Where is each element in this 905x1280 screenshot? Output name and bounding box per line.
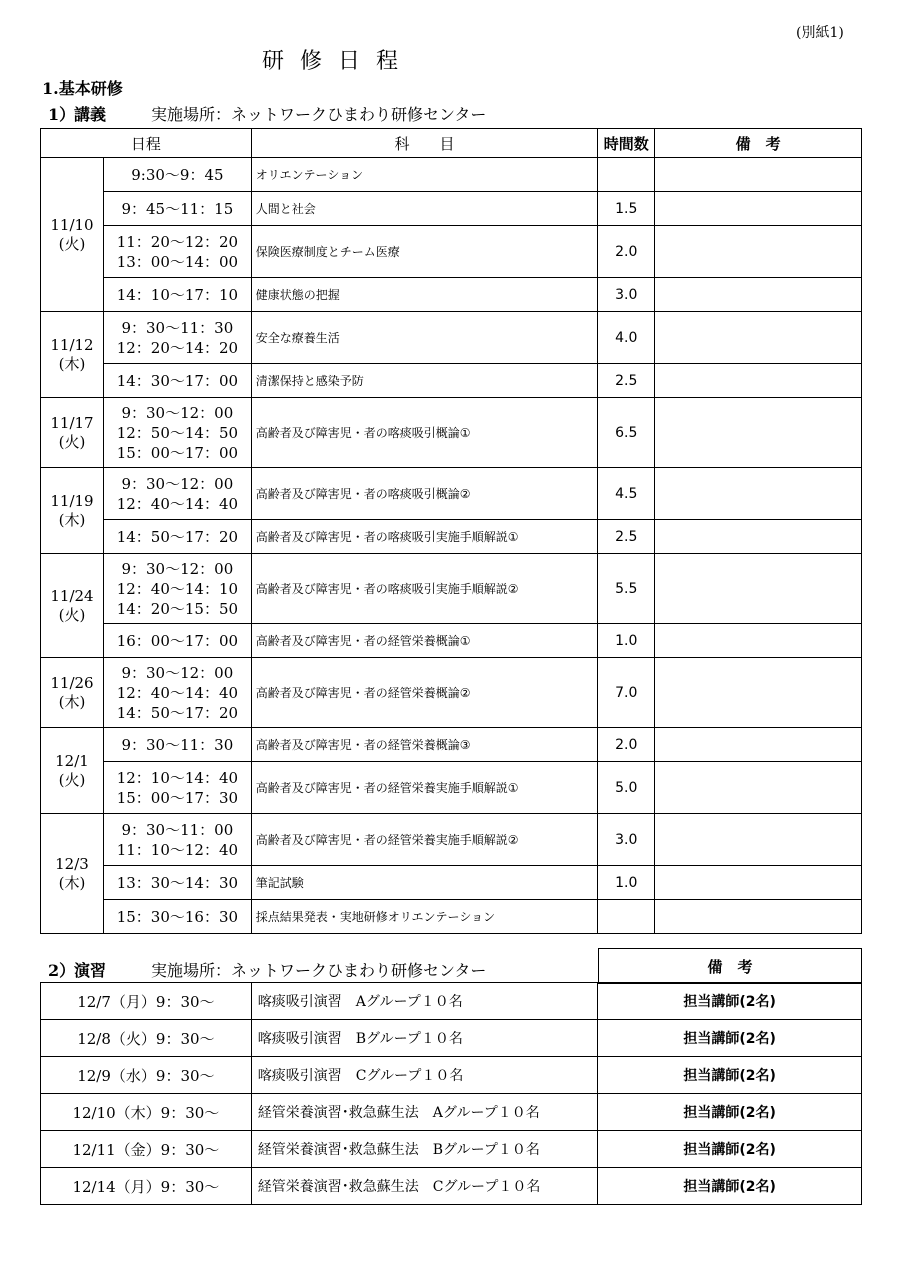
table-row — [41, 312, 862, 364]
day-date: 11/26 — [50, 673, 94, 692]
lecture-heading: 講義 — [74, 105, 107, 124]
day-cell — [41, 554, 104, 658]
exercise-date-cell: 12/11（金）9：30〜 — [41, 1131, 252, 1168]
time-range: 12：50〜14：50 — [116, 423, 239, 442]
time-range: 9：30〜12：00 — [121, 474, 234, 493]
hours-cell — [598, 158, 655, 192]
subject-cell: 人間と社会 — [251, 192, 598, 226]
time-range: 9：30〜11：00 — [121, 820, 234, 839]
lecture-table-header — [41, 129, 862, 158]
col-header-subject: 科 目 — [251, 129, 598, 158]
remarks-cell — [655, 312, 862, 364]
hours-cell: 2.5 — [598, 364, 655, 398]
day-cell — [41, 158, 104, 312]
time-cell — [103, 624, 251, 658]
time-range: 15：00〜17：00 — [116, 443, 239, 462]
table-row — [41, 554, 862, 624]
table-row — [41, 900, 862, 934]
remarks-cell — [655, 158, 862, 192]
day-weekday: (木) — [58, 873, 86, 892]
subject-cell: 高齢者及び障害児・者の経管栄養概論① — [251, 624, 598, 658]
time-range: 11：10〜12：40 — [116, 840, 239, 859]
remarks-cell — [655, 192, 862, 226]
time-range: 11：20〜12：20 — [116, 232, 239, 251]
subject-cell: 高齢者及び障害児・者の喀痰吸引実施手順解説② — [251, 554, 598, 624]
remarks-cell — [655, 762, 862, 814]
table-row — [41, 658, 862, 728]
remarks-cell — [655, 658, 862, 728]
day-cell — [41, 468, 104, 554]
time-cell — [103, 226, 251, 278]
table-row — [41, 158, 862, 192]
exercise-subject-cell: 経管栄養演習･救急蘇生法 Cグループ１０名 — [251, 1168, 598, 1205]
subject-cell: 清潔保持と感染予防 — [251, 364, 598, 398]
table-row — [41, 624, 862, 658]
day-weekday: (木) — [58, 692, 86, 711]
table-row — [41, 398, 862, 468]
col-header-remarks: 備 考 — [655, 129, 862, 158]
subject-cell: 高齢者及び障害児・者の喀痰吸引概論② — [251, 468, 598, 520]
table-row — [41, 468, 862, 520]
hours-cell — [598, 900, 655, 934]
exercise-heading: 演習 — [74, 961, 107, 980]
lecture-number: 1） — [48, 105, 76, 124]
remarks-cell — [655, 814, 862, 866]
exercise-subject-cell: 喀痰吸引演習 Cグループ１０名 — [251, 1057, 598, 1094]
lecture-schedule-table — [40, 128, 862, 934]
day-cell — [41, 728, 104, 814]
remarks-cell — [655, 398, 862, 468]
day-date: 12/3 — [55, 854, 89, 873]
remarks-cell — [655, 624, 862, 658]
exercise-remarks-cell: 担当講師(2名) — [598, 1131, 862, 1168]
subject-cell: 筆記試験 — [251, 866, 598, 900]
table-row — [41, 278, 862, 312]
table-row — [41, 1057, 862, 1094]
day-cell — [41, 658, 104, 728]
day-weekday: (木) — [58, 510, 86, 529]
exercise-remarks-cell: 担当講師(2名) — [598, 1094, 862, 1131]
hours-cell: 5.0 — [598, 762, 655, 814]
time-range: 9：30〜11：30 — [121, 318, 234, 337]
page-title: 研修日程 — [262, 49, 415, 74]
remarks-cell — [655, 520, 862, 554]
hours-cell: 1.5 — [598, 192, 655, 226]
lecture-venue: 実施場所：ネットワークひまわり研修センター — [151, 105, 487, 124]
day-date: 11/12 — [50, 335, 94, 354]
subject-cell: 高齢者及び障害児・者の経管栄養実施手順解説② — [251, 814, 598, 866]
day-date: 12/1 — [55, 751, 89, 770]
exercise-subject-cell: 喀痰吸引演習 Bグループ１０名 — [251, 1020, 598, 1057]
time-cell — [103, 398, 251, 468]
hours-cell: 1.0 — [598, 624, 655, 658]
time-cell — [103, 866, 251, 900]
subject-cell: 採点結果発表・実地研修オリエンテーション — [251, 900, 598, 934]
subject-cell: 高齢者及び障害児・者の経管栄養概論② — [251, 658, 598, 728]
day-date: 11/17 — [50, 413, 94, 432]
day-date: 11/19 — [50, 491, 94, 510]
time-cell — [103, 192, 251, 226]
hours-cell: 3.0 — [598, 814, 655, 866]
hours-cell: 2.5 — [598, 520, 655, 554]
time-range: 16：00〜17：00 — [116, 631, 239, 650]
remarks-cell — [655, 364, 862, 398]
remarks-cell — [655, 468, 862, 520]
annex-label: (別紙1) — [796, 25, 844, 41]
table-row — [41, 1131, 862, 1168]
subject-cell: 高齢者及び障害児・者の喀痰吸引実施手順解説① — [251, 520, 598, 554]
time-range: 9：30〜11：30 — [121, 735, 234, 754]
subject-cell: 高齢者及び障害児・者の経管栄養概論③ — [251, 728, 598, 762]
time-range: 12：20〜14：20 — [116, 338, 239, 357]
time-range: 9：45〜11：15 — [121, 199, 234, 218]
time-cell — [103, 312, 251, 364]
time-range: 13：00〜14：00 — [116, 252, 239, 271]
hours-cell: 3.0 — [598, 278, 655, 312]
time-range: 13：30〜14：30 — [116, 873, 239, 892]
time-range: 14：30〜17：00 — [116, 371, 239, 390]
exercise-subject-cell: 経管栄養演習･救急蘇生法 Bグループ１０名 — [251, 1131, 598, 1168]
time-range: 14：50〜17：20 — [116, 703, 239, 722]
time-range: 12：40〜14：40 — [116, 494, 239, 513]
hours-cell: 1.0 — [598, 866, 655, 900]
section-heading-basic-training: 1.基本研修 — [42, 79, 123, 98]
time-cell — [103, 900, 251, 934]
day-weekday: (火) — [58, 770, 86, 789]
time-range: 12：40〜14：10 — [116, 579, 239, 598]
remarks-cell — [655, 554, 862, 624]
table-row — [41, 226, 862, 278]
exercise-date-cell: 12/8（火）9：30〜 — [41, 1020, 252, 1057]
time-cell — [103, 814, 251, 866]
remarks-cell — [655, 226, 862, 278]
exercise-date-cell: 12/9（水）9：30〜 — [41, 1057, 252, 1094]
hours-cell: 5.5 — [598, 554, 655, 624]
time-range: 15：30〜16：30 — [116, 907, 239, 926]
exercise-venue: 実施場所：ネットワークひまわり研修センター — [151, 961, 487, 980]
day-weekday: (火) — [58, 234, 86, 253]
table-row — [41, 520, 862, 554]
table-row — [41, 364, 862, 398]
time-range: 9:30〜9：45 — [131, 165, 224, 184]
table-row — [41, 728, 862, 762]
table-row — [41, 762, 862, 814]
exercise-subject-cell: 喀痰吸引演習 Aグループ１０名 — [251, 983, 598, 1020]
subject-cell: 安全な療養生活 — [251, 312, 598, 364]
time-range: 12：40〜14：40 — [116, 683, 239, 702]
day-cell — [41, 814, 104, 934]
hours-cell: 4.0 — [598, 312, 655, 364]
day-weekday: (木) — [58, 354, 86, 373]
time-range: 14：20〜15：50 — [116, 599, 239, 618]
hours-cell: 7.0 — [598, 658, 655, 728]
time-cell — [103, 554, 251, 624]
table-row — [41, 983, 862, 1020]
table-row — [41, 866, 862, 900]
day-cell — [41, 312, 104, 398]
exercise-remarks-header-table — [598, 948, 862, 984]
table-row — [41, 1168, 862, 1205]
day-cell — [41, 398, 104, 468]
exercise-schedule-table — [40, 982, 862, 1205]
subject-cell: オリエンテーション — [251, 158, 598, 192]
time-cell — [103, 364, 251, 398]
hours-cell: 2.0 — [598, 226, 655, 278]
exercise-remarks-header: 備 考 — [599, 949, 862, 984]
exercise-date-cell: 12/14（月）9：30〜 — [41, 1168, 252, 1205]
exercise-date-cell: 12/7（月）9：30〜 — [41, 983, 252, 1020]
remarks-cell — [655, 900, 862, 934]
time-range: 9：30〜12：00 — [121, 403, 234, 422]
table-row — [41, 1094, 862, 1131]
time-cell — [103, 278, 251, 312]
time-range: 14：10〜17：10 — [116, 285, 239, 304]
time-cell — [103, 728, 251, 762]
subject-cell: 保険医療制度とチーム医療 — [251, 226, 598, 278]
exercise-remarks-cell: 担当講師(2名) — [598, 1168, 862, 1205]
time-cell — [103, 520, 251, 554]
col-header-hours: 時間数 — [598, 129, 655, 158]
subject-cell: 高齢者及び障害児・者の経管栄養実施手順解説① — [251, 762, 598, 814]
table-row — [41, 814, 862, 866]
table-row — [41, 1020, 862, 1057]
day-date: 11/24 — [50, 586, 94, 605]
day-weekday: (火) — [58, 605, 86, 624]
time-range: 9：30〜12：00 — [121, 663, 234, 682]
exercise-subject-cell: 経管栄養演習･救急蘇生法 Aグループ１０名 — [251, 1094, 598, 1131]
time-range: 9：30〜12：00 — [121, 559, 234, 578]
time-range: 15：00〜17：30 — [116, 788, 239, 807]
time-range: 12：10〜14：40 — [116, 768, 239, 787]
remarks-cell — [655, 866, 862, 900]
time-cell — [103, 158, 251, 192]
exercise-number: 2） — [48, 961, 76, 980]
col-header-date: 日程 — [41, 129, 252, 158]
day-weekday: (火) — [58, 432, 86, 451]
time-cell — [103, 762, 251, 814]
hours-cell: 6.5 — [598, 398, 655, 468]
exercise-date-cell: 12/10（木）9：30〜 — [41, 1094, 252, 1131]
remarks-cell — [655, 278, 862, 312]
time-cell — [103, 658, 251, 728]
time-cell — [103, 468, 251, 520]
hours-cell: 2.0 — [598, 728, 655, 762]
table-row — [41, 192, 862, 226]
subject-cell: 高齢者及び障害児・者の喀痰吸引概論① — [251, 398, 598, 468]
day-date: 11/10 — [50, 215, 94, 234]
time-range: 14：50〜17：20 — [116, 527, 239, 546]
subject-cell: 健康状態の把握 — [251, 278, 598, 312]
hours-cell: 4.5 — [598, 468, 655, 520]
exercise-remarks-cell: 担当講師(2名) — [598, 983, 862, 1020]
exercise-remarks-cell: 担当講師(2名) — [598, 1057, 862, 1094]
exercise-remarks-cell: 担当講師(2名) — [598, 1020, 862, 1057]
remarks-cell — [655, 728, 862, 762]
